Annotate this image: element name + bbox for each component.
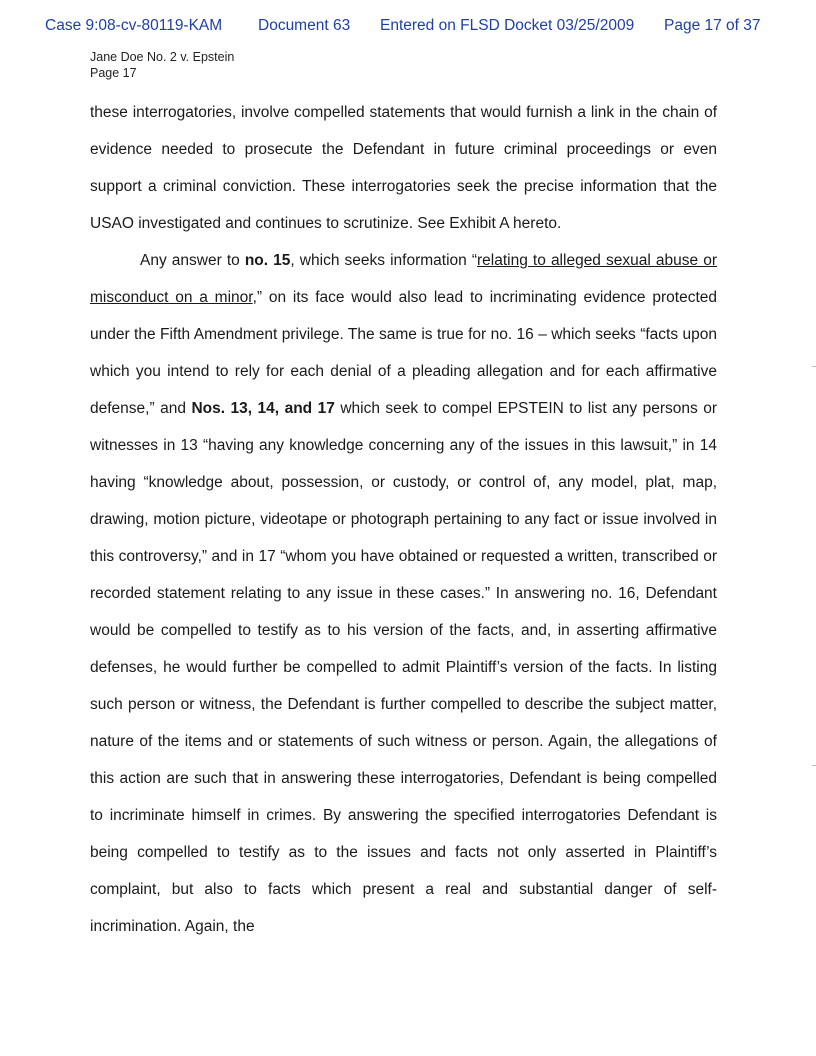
page-label: Page 17: [90, 66, 137, 80]
text-run: which seek to compel EPSTEIN to list any persons or witnesses in 13 “having any knowledge concerning any of the issues in this lawsuit,” in 14 having “knowledge about, possession, or custody, or control of, any model, plat, map, drawing, motion picture, videotape or photograph pertaining to any fact or issue involved in this controversy,” and in 17 “whom you have obtained or requested a written, transcribed or recorded statement relating to any issue in these cases.” In answering no. 16, Defendant would be compelled to testify as to his version of the facts, and, in asserting affirmative defenses, he would further be compelled to admit Plaintiff’s version of the facts. In listing such person or witness, the Defendant is further compelled to describe the subject matter, nature of the items and or statements of such witness or person. Again, the allegations of this action are such that in answering these interrogatories, Defendant is being compelled to incriminate himself in crimes. By answering the specified interrogatories Defendant is being compelled to testify as to the issues and facts not only asserted in Plaintiff’s complaint, but also to facts which present a real and substantial danger of self-incrimination. Again, the: [90, 400, 717, 935]
text-run: ,” on its face would also lead to incriminating evidence protected under the Fifth Amendment privilege. The same is true for no. 16 – which seeks “facts upon which you intend to rely for each denial of a pleading allegation and for each affirmative defense,” and: [90, 289, 717, 417]
scan-margin-mark: [812, 765, 816, 766]
underlined-quote: relating to alleged sexual abuse or misconduct on a minor: [90, 252, 717, 306]
paragraph-continuation: these interrogatories, involve compelled statements that would furnish a link in the chain of evidence needed to prosecute the Defendant in future criminal proceedings or even support a criminal conviction. These interrogatories seek the precise information that the USAO investigated and continues to scrutinize. See Exhibit A hereto.: [90, 104, 717, 232]
docket-page-count: Page 17 of 37: [664, 17, 761, 34]
running-header: [90, 49, 234, 81]
bold-interrogatory-15: no. 15: [244, 252, 291, 269]
paragraph-interrogatory-answers: [90, 242, 717, 945]
case-title: Jane Doe No. 2 v. Epstein: [90, 50, 235, 64]
text-run: , which seeks information “: [290, 252, 478, 269]
document-body: [90, 94, 717, 945]
bold-interrogatories-13-14-17: Nos. 13, 14, and 17: [191, 400, 335, 417]
docket-entered-date: Entered on FLSD Docket 03/25/2009: [380, 17, 635, 34]
text-run: Any answer to: [140, 252, 245, 269]
case-number: Case 9:08-cv-80119-KAM: [45, 17, 223, 34]
document-number: Document 63: [258, 17, 351, 34]
scan-margin-mark: [812, 366, 816, 367]
